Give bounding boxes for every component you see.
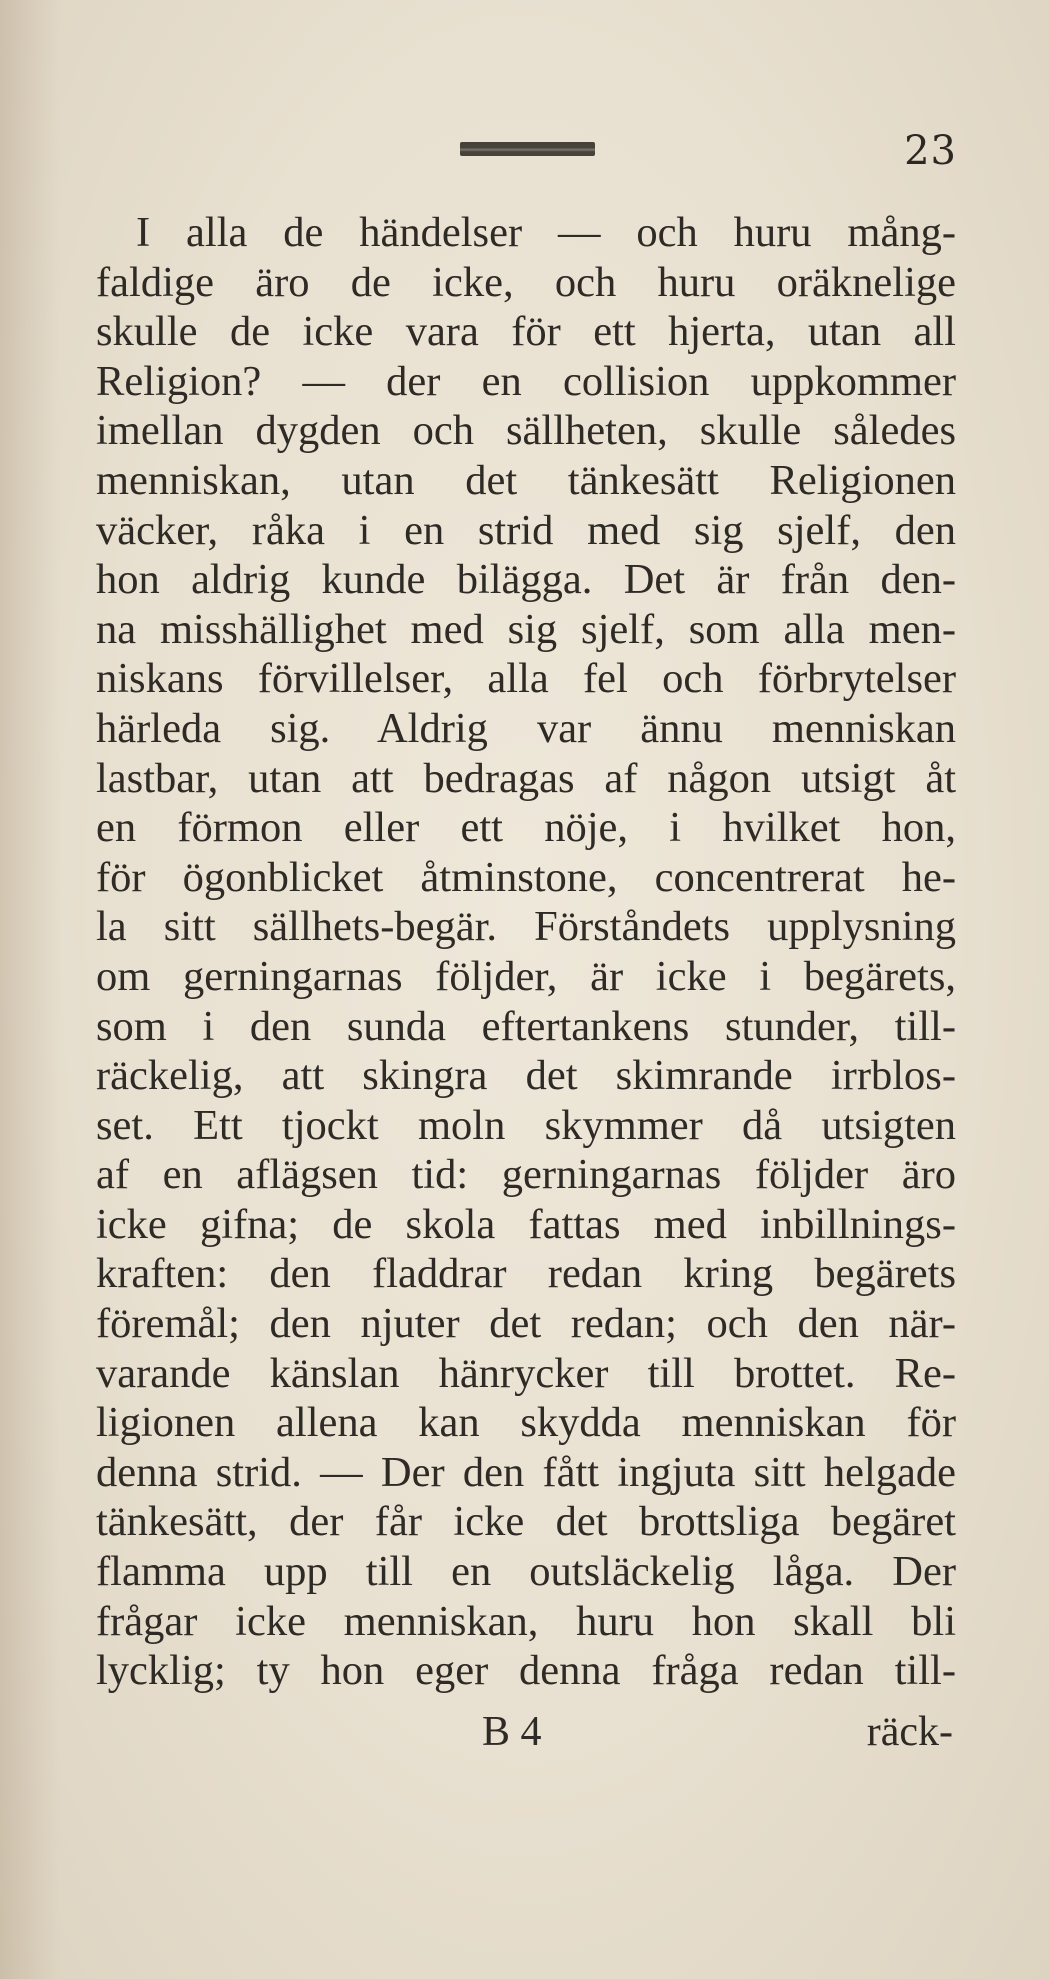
text-line: kraften: den fladdrar redan kring begärets [96, 1250, 956, 1298]
text-line: imellan dygden och sällheten, skulle således [96, 407, 956, 455]
page-footer [0, 1708, 1049, 1768]
text-line: tänkesätt, der får icke det brottsliga begäret [96, 1498, 956, 1546]
text-line: för ögonblicket åtminstone, concentrerat he- [96, 853, 956, 901]
header-rule [460, 142, 595, 156]
text-line: la sitt sällhets-begär. Förståndets upplysning [96, 903, 956, 951]
text-line: niskans förvillelser, alla fel och förbrytelser [96, 655, 956, 703]
text-line: flamma upp till en outsläckelig låga. Der [96, 1548, 956, 1596]
text-line: föremål; den njuter det redan; och den när- [96, 1300, 956, 1348]
text-line: lycklig; ty hon eger denna fråga redan till- [96, 1647, 956, 1695]
text-line: hon aldrig kunde bilägga. Det är från den- [96, 556, 956, 604]
text-line: af en aflägsen tid: gerningarnas följder äro [96, 1151, 956, 1199]
catchword: räck- [866, 1709, 953, 1755]
text-line: lastbar, utan att bedragas af någon utsigt åt [96, 754, 956, 802]
text-line: härleda sig. Aldrig var ännu menniskan [96, 704, 956, 752]
text-line: varande känslan hänrycker till brottet. Re- [96, 1349, 956, 1397]
text-line: räckelig, att skingra det skimrande irrblos- [96, 1052, 956, 1100]
text-line: na misshällighet med sig sjelf, som alla men- [96, 605, 956, 653]
text-line: icke gifna; de skola fattas med inbillnings- [96, 1200, 956, 1248]
body-text [96, 208, 956, 1696]
signature-mark: B 4 [482, 1709, 542, 1755]
text-line: menniskan, utan det tänkesätt Religionen [96, 456, 956, 504]
text-line: frågar icke menniskan, huru hon skall bli [96, 1597, 956, 1645]
text-line: skulle de icke vara för ett hjerta, utan all [96, 308, 956, 356]
text-line: om gerningarnas följder, är icke i begärets, [96, 952, 956, 1000]
text-line: en förmon eller ett nöje, i hvilket hon, [96, 804, 956, 852]
text-line: väcker, råka i en strid med sig sjelf, den [96, 506, 956, 554]
text-line: I alla de händelser — och huru mång- [136, 209, 956, 256]
text-line: ligionen allena kan skydda menniskan för [96, 1399, 956, 1447]
page-number: 23 [904, 128, 957, 174]
text-line: faldige äro de icke, och huru oräknelige [96, 258, 956, 306]
text-line: Religion? — der en collision uppkommer [96, 357, 956, 405]
text-line: set. Ett tjockt moln skymmer då utsigten [96, 1101, 956, 1149]
text-line: denna strid. — Der den fått ingjuta sitt helgade [96, 1448, 956, 1496]
text-line: som i den sunda eftertankens stunder, till- [96, 1002, 956, 1050]
